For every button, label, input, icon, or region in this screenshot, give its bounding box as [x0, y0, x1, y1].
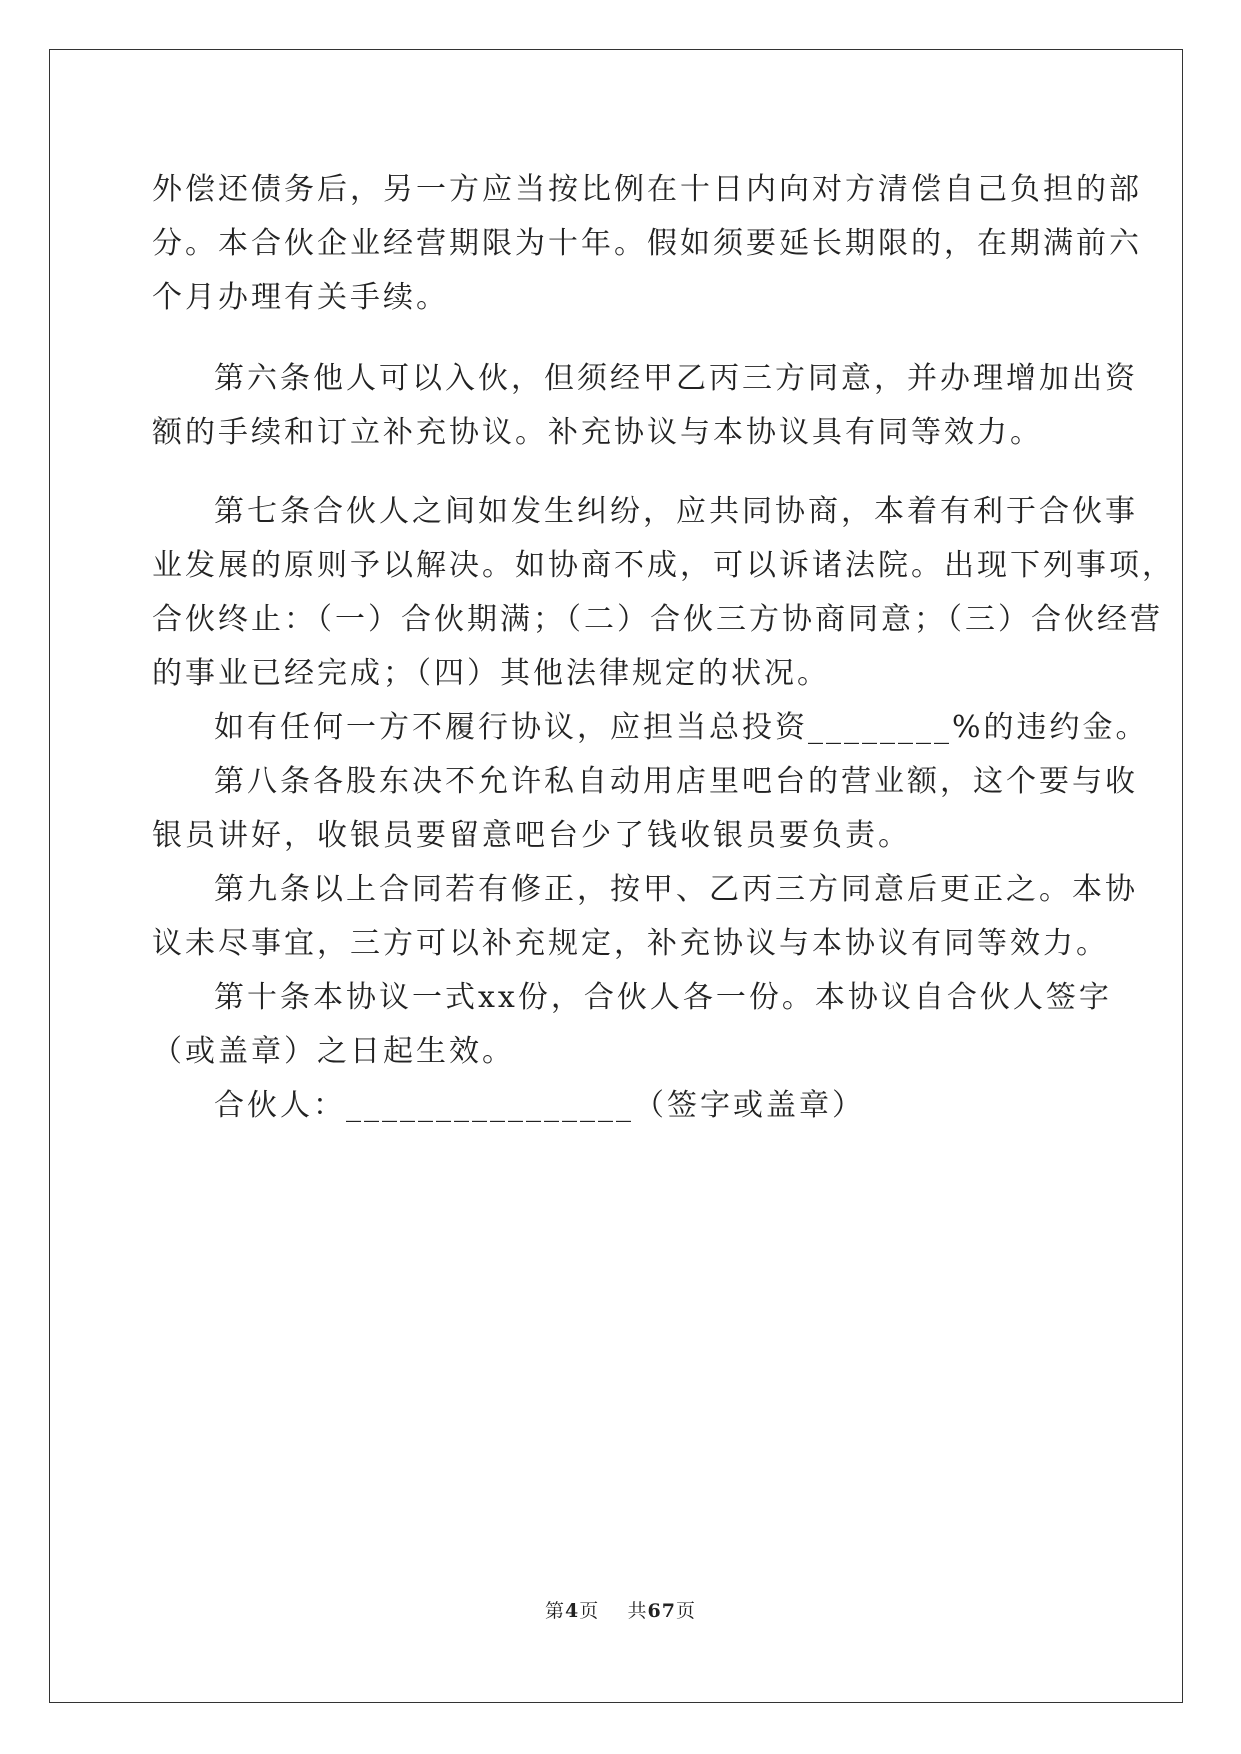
signature-line: 合伙人：________________（签字或盖章）	[214, 1088, 865, 1123]
paragraph-line: 个月办理有关手续。	[152, 280, 449, 315]
paragraph-line: 的事业已经完成；（四）其他法律规定的状况。	[152, 656, 830, 691]
paragraph-line: 如有任何一方不履行协议，应担当总投资________%的违约金。	[214, 710, 1149, 745]
total-pages: 67	[647, 1600, 676, 1622]
paragraph-line: 额的手续和订立补充协议。补充协议与本协议具有同等效力。	[152, 415, 1043, 450]
paragraph-line: 第八条各股东决不允许私自动用店里吧台的营业额，这个要与收	[214, 764, 1138, 799]
paragraph-line: 分。本合伙企业经营期限为十年。假如须要延长期限的，在期满前六	[152, 226, 1142, 261]
page-suffix: 页	[579, 1600, 600, 1622]
total-suffix: 页	[675, 1600, 696, 1622]
paragraph-line: 外偿还债务后，另一方应当按比例在十日内向对方清偿自己负担的部	[152, 172, 1142, 207]
paragraph-line: 第九条以上合同若有修正，按甲、乙丙三方同意后更正之。本协	[214, 872, 1138, 907]
paragraph-line: 第六条他人可以入伙，但须经甲乙丙三方同意，并办理增加出资	[214, 361, 1138, 396]
page-number: 4	[565, 1600, 580, 1622]
paragraph-line: 第十条本协议一式xx份，合伙人各一份。本协议自合伙人签字	[214, 980, 1112, 1015]
page-prefix: 第	[545, 1600, 566, 1622]
total-prefix: 共	[627, 1600, 648, 1622]
paragraph-line: 议未尽事宜，三方可以补充规定，补充协议与本协议有同等效力。	[152, 926, 1109, 961]
paragraph-line: （或盖章）之日起生效。	[152, 1034, 515, 1069]
paragraph-line: 第七条合伙人之间如发生纠纷，应共同协商，本着有利于合伙事	[214, 494, 1138, 529]
paragraph-line: 合伙终止：（一）合伙期满；（二）合伙三方协商同意；（三）合伙经营	[152, 602, 1163, 637]
paragraph-line: 银员讲好，收银员要留意吧台少了钱收银员要负责。	[152, 818, 911, 853]
document-body	[152, 163, 1175, 1133]
page-footer	[0, 1596, 1241, 1623]
paragraph-line: 业发展的原则予以解决。如协商不成，可以诉诸法院。出现下列事项，	[152, 548, 1175, 583]
